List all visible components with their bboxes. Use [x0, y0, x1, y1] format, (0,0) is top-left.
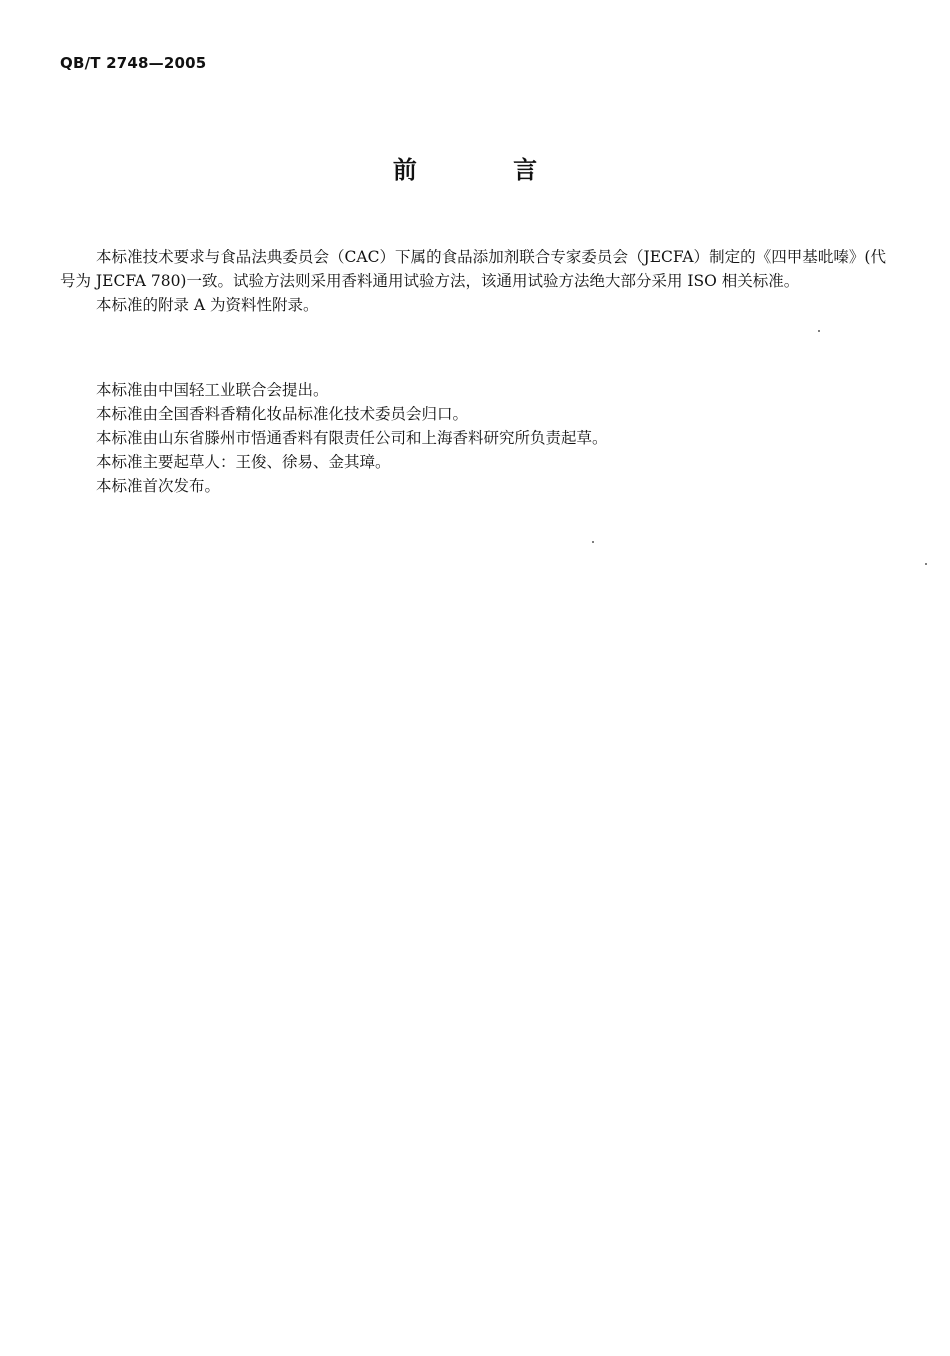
scan-speck — [818, 330, 820, 332]
intro-section — [60, 245, 886, 317]
intro-paragraph-1: 本标准技术要求与食品法典委员会（CAC）下属的食品添加剂联合专家委员会（JECFA）制定的《四甲基吡嗪》(代号为 JECFA 780)一致。试验方法则采用香料通用试验方法，该通用试验方法绝大部分采用 ISO 相关标准。 — [60, 248, 886, 290]
credits-section — [60, 378, 886, 498]
credits-line-proposer: 本标准由中国轻工业联合会提出。 — [96, 381, 329, 399]
scan-speck — [592, 541, 594, 543]
standard-code: QB/T 2748—2005 — [60, 54, 207, 72]
credits-line-committee: 本标准由全国香料香精化妆品标准化技术委员会归口。 — [96, 405, 469, 423]
intro-paragraph-2: 本标准的附录 A 为资料性附录。 — [96, 296, 319, 314]
page-title: 前 言 — [392, 156, 582, 184]
scan-speck — [925, 563, 927, 565]
credits-line-first-release: 本标准首次发布。 — [96, 477, 221, 495]
credits-line-drafters: 本标准主要起草人：王俊、徐易、金其璋。 — [96, 453, 391, 471]
credits-line-drafting-units: 本标准由山东省滕州市悟通香料有限责任公司和上海香料研究所负责起草。 — [96, 429, 608, 447]
